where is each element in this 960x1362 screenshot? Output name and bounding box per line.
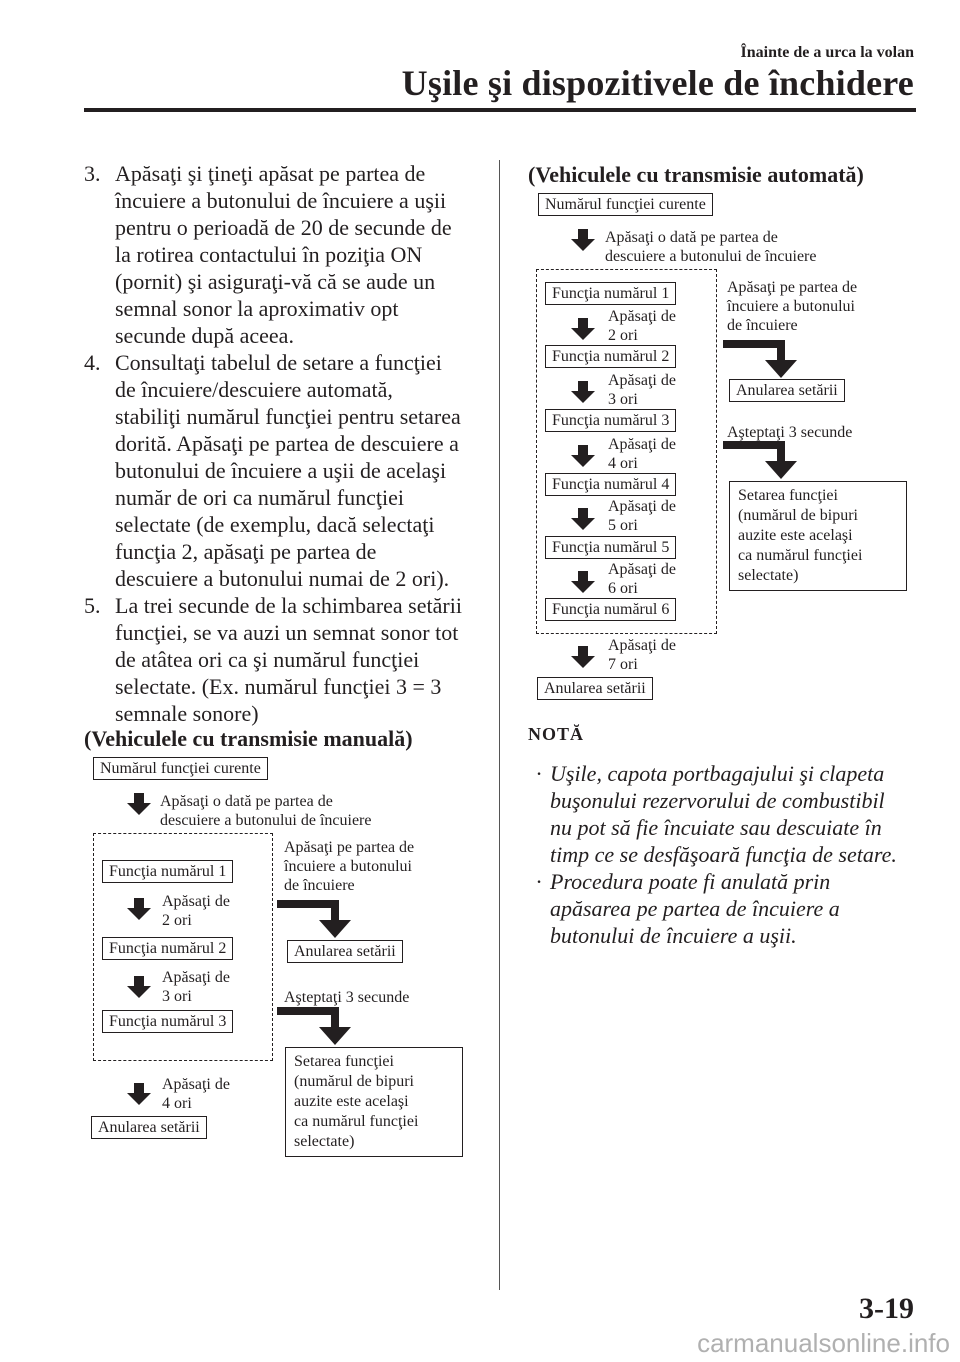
step-number: 4.: [84, 350, 101, 375]
down-arrow-icon: [127, 898, 151, 920]
down-arrow-icon: [127, 976, 151, 998]
manual-press-lock-label: Apăsaţi pe partea de încuiere a butonului de încuiere: [284, 839, 415, 894]
automatic-function-6-box: Funcţia numărul 6: [545, 598, 676, 621]
step-5: [84, 592, 486, 727]
note-item: [528, 868, 908, 949]
bullet-icon: ·: [535, 869, 543, 894]
automatic-current-box: Numărul funcţiei curente: [538, 193, 713, 216]
automatic-press-once-label: Apăsaţi o dată pe partea de descuiere a butonului de încuiere: [605, 229, 817, 265]
header-rule: [84, 108, 916, 112]
step-number: 3.: [84, 161, 101, 186]
page-number: 3-19: [859, 1292, 914, 1325]
automatic-function-3-box: Funcţia numărul 3: [545, 409, 676, 432]
automatic-wait-label: Aşteptaţi 3 secunde: [727, 424, 853, 441]
manual-section-title: (Vehiculele cu transmisie manuală): [84, 726, 413, 751]
steps-list: [84, 160, 486, 727]
manual-press-4-label: Apăsaţi de 4 ori: [162, 1076, 230, 1112]
manual-press-2-label: Apăsaţi de 2 ori: [162, 893, 230, 929]
manual-cancel-box: Anularea setării: [287, 940, 403, 963]
step-number: 5.: [84, 593, 101, 618]
down-arrow-icon: [571, 508, 595, 530]
automatic-press-7-label: Apăsaţi de 7 ori: [608, 637, 676, 673]
manual-wait-label: Aşteptaţi 3 secunde: [284, 989, 410, 1006]
down-arrow-icon: [127, 1083, 151, 1105]
manual-cancel-box-bottom: Anularea setării: [91, 1116, 207, 1139]
down-arrow-icon: [127, 793, 151, 815]
step-text: Consultaţi tabelul de setare a funcţiei de încuiere/descuiere automată, stabiliţi numărul funcţiei pentru setarea dorită. Apăsaţi pe partea de descuiere a butonului de încuiere a uşii de acelaşi număr de ori ca numărul funcţiei selectate (de exemplu, dacă selectaţi funcţia 2, apăsaţi pe partea de descuiere a butonului numai de 2 ori).: [115, 350, 461, 591]
note-title: NOTĂ: [528, 724, 585, 744]
step-text: Apăsaţi şi ţineţi apăsat pe partea de încuiere a butonului de încuiere a uşii pentru o perioadă de 20 de secunde de la rotirea contactului în poziţia ON (pornit) şi asiguraţi-vă că se aude un semnal sonor la aproximativ opt secunde după aceea.: [115, 161, 452, 348]
step-3: [84, 160, 486, 349]
manual-function-3-box: Funcţia numărul 3: [102, 1010, 233, 1033]
watermark: carmanualsonline.info: [697, 1328, 950, 1358]
manual-press-once-label: Apăsaţi o dată pe partea de descuiere a butonului de încuiere: [160, 793, 372, 829]
bullet-icon: ·: [535, 761, 543, 786]
down-arrow-icon: [571, 646, 595, 668]
down-arrow-icon: [571, 445, 595, 467]
automatic-function-1-box: Funcţia numărul 1: [545, 282, 676, 305]
automatic-press-3-label: Apăsaţi de 3 ori: [608, 372, 676, 408]
manual-function-1-box: Funcţia numărul 1: [102, 860, 233, 883]
automatic-press-2-label: Apăsaţi de 2 ori: [608, 308, 676, 344]
automatic-function-4-box: Funcţia numărul 4: [545, 473, 676, 496]
bent-arrow-icon: [723, 441, 803, 479]
bent-arrow-icon: [277, 900, 357, 938]
bent-arrow-icon: [723, 340, 803, 378]
manual-current-box: Numărul funcţiei curente: [93, 757, 268, 780]
manual-press-3-label: Apăsaţi de 3 ori: [162, 969, 230, 1005]
down-arrow-icon: [571, 381, 595, 403]
manual-function-2-box: Funcţia numărul 2: [102, 937, 233, 960]
automatic-press-4-label: Apăsaţi de 4 ori: [608, 436, 676, 472]
automatic-function-2-box: Funcţia numărul 2: [545, 345, 676, 368]
automatic-section-title: (Vehiculele cu transmisie automată): [528, 162, 864, 187]
page-title: Uşile şi dispozitivele de închidere: [401, 63, 914, 103]
automatic-setting-box: Setarea funcţiei (numărul de bipuri auzite este acelaşi ca numărul funcţiei selectate): [729, 481, 907, 591]
automatic-cancel-box: Anularea setării: [729, 379, 845, 402]
automatic-press-lock-label: Apăsaţi pe partea de încuiere a butonului de încuiere: [727, 279, 858, 334]
note-item: [528, 760, 908, 868]
down-arrow-icon: [571, 571, 595, 593]
automatic-function-5-box: Funcţia numărul 5: [545, 536, 676, 559]
manual-setting-box: Setarea funcţiei (numărul de bipuri auzite este acelaşi ca numărul funcţiei selectate): [285, 1047, 463, 1157]
section-subtitle: Înainte de a urca la volan: [740, 44, 914, 61]
automatic-press-6-label: Apăsaţi de 6 ori: [608, 561, 676, 597]
bent-arrow-icon: [277, 1007, 357, 1045]
automatic-cancel-box-bottom: Anularea setării: [537, 677, 653, 700]
step-text: La trei secunde de la schimbarea setării funcţiei, se va auzi un semnat sonor tot de atâtea ori ca şi numărul funcţiei selectate. (Ex. numărul funcţiei 3 = 3 semnale sonore): [115, 593, 462, 726]
column-divider: [499, 160, 500, 1290]
note-text: Procedura poate fi anulată prin apăsarea pe partea de încuiere a butonului de încuiere a uşii.: [550, 869, 840, 948]
note-text: Uşile, capota portbagajului şi clapeta buşonului rezervorului de combustibil nu pot să fie încuiate sau descuiate în timp ce se desfăşoară funcţia de setare.: [550, 761, 897, 867]
down-arrow-icon: [571, 229, 595, 251]
step-4: [84, 349, 486, 592]
automatic-press-5-label: Apăsaţi de 5 ori: [608, 498, 676, 534]
down-arrow-icon: [571, 318, 595, 340]
